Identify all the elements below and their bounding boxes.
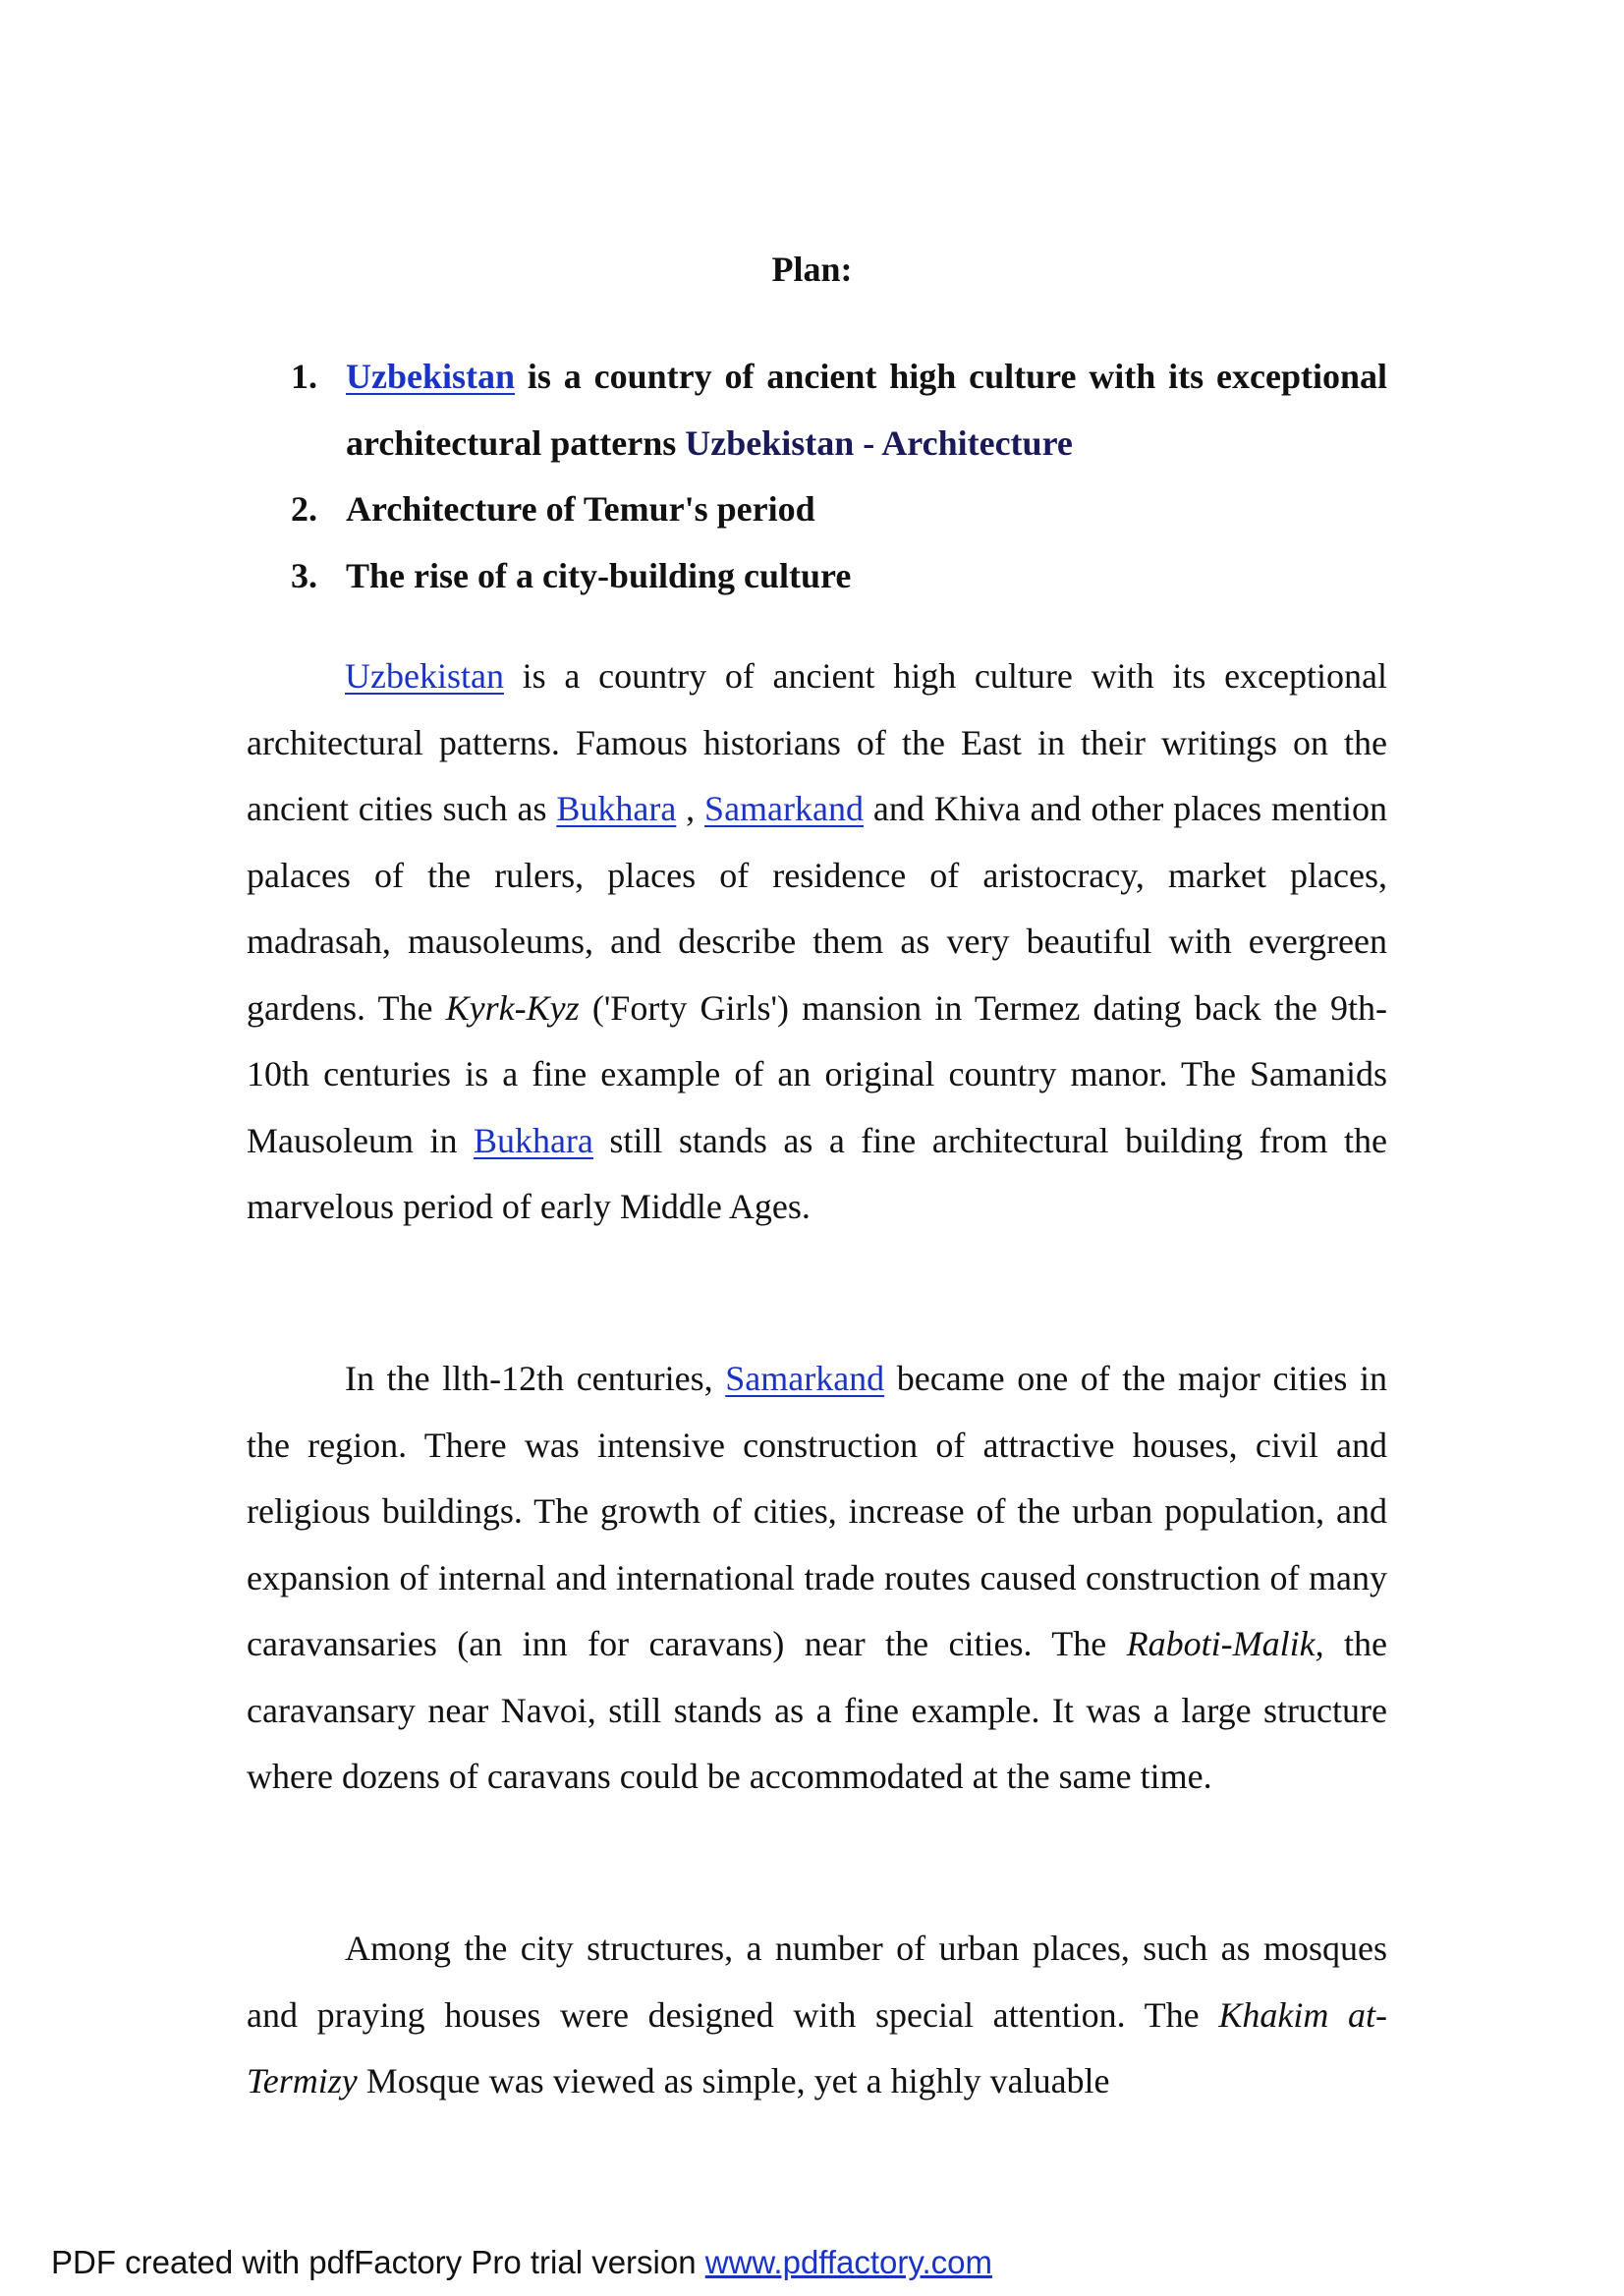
page-title: Plan: — [771, 250, 853, 289]
plan-item-3 — [291, 543, 1387, 610]
paragraph-text: ('Forty Girls') mansion in Termez dating back the 9th- 10th centuries is a fine example of an original country manor. The Samanids Mausoleum in — [247, 987, 1387, 1160]
paragraph-text: , — [676, 789, 705, 828]
bukhara-link[interactable]: Bukhara — [473, 1120, 593, 1160]
plan-item-number: 1. — [291, 357, 317, 396]
plan-item-subtitle: Uzbekistan - Architecture — [685, 422, 1073, 463]
paragraph-3 — [247, 1916, 1387, 2115]
pdffactory-link[interactable]: www.pdffactory.com — [704, 2244, 992, 2280]
plan-item-1 — [291, 344, 1387, 476]
footer-text: PDF created with pdfFactory Pro trial version — [51, 2244, 705, 2280]
paragraph-text: Mosque was viewed as simple, yet a highly valuable — [357, 2061, 1110, 2100]
kyrk-kyz-italic: Kyrk-Kyz — [445, 987, 580, 1028]
uzbekistan-link[interactable]: Uzbekistan — [346, 357, 516, 396]
paragraph-text: In the llth-12th centuries, — [345, 1359, 726, 1398]
plan-item-text: Architecture of Temur's period — [346, 489, 815, 529]
plan-item-2 — [291, 476, 1387, 543]
khakim-italic: Khakim at-Termizy — [247, 1994, 1388, 2100]
paragraph-1 — [247, 644, 1387, 1241]
paragraph-text: the caravansary near Navoi, still stands as a fine example. It was a large structure where dozens of caravans could be accommodated at the same time. — [247, 1624, 1388, 1796]
plan-item-text: The rise of a city-building culture — [346, 555, 852, 595]
paragraph-text: still stands as a fine architectural building from the marvelous period of early Middle Ages. — [247, 1120, 1387, 1226]
paragraph-2 — [247, 1346, 1387, 1811]
paragraph-text: is a country of ancient high culture with its exceptional architectural patterns. Famous historians of the East in their writings on the ancient cities such as — [247, 656, 1387, 828]
paragraph-text: became one of the major cities in the region. There was intensive construction of attractive houses, civil and religious buildings. The growth of cities, increase of the urban population, and expansion of internal and international trade routes caused construction of many caravansaries (an inn for caravans) near the cities. The — [247, 1359, 1388, 1663]
samarkand-link[interactable]: Samarkand — [725, 1359, 885, 1398]
bukhara-link[interactable]: Bukhara — [556, 789, 677, 828]
plan-item-number: 3. — [291, 555, 317, 595]
uzbekistan-link[interactable]: Uzbekistan — [345, 656, 504, 696]
paragraph-text: and Khiva and other places mention palaces of the rulers, places of residence of aristocracy, market places, madrasah, mausoleums, and describe them as very beautiful with evergreen gardens. The — [247, 789, 1388, 1028]
samarkand-link[interactable]: Samarkand — [704, 789, 864, 828]
plan-list — [291, 344, 1387, 609]
paragraph-text: Among the city structures, a number of urban places, such as mosques and praying houses were designed with special attention. The — [247, 1929, 1387, 2035]
plan-item-text: is a country of ancient high culture with its exceptional architectural patterns — [346, 357, 1387, 463]
plan-item-number: 2. — [291, 489, 317, 529]
raboti-malik-italic: Raboti-Malik, — [1126, 1624, 1324, 1663]
pdf-footer — [51, 2243, 992, 2282]
